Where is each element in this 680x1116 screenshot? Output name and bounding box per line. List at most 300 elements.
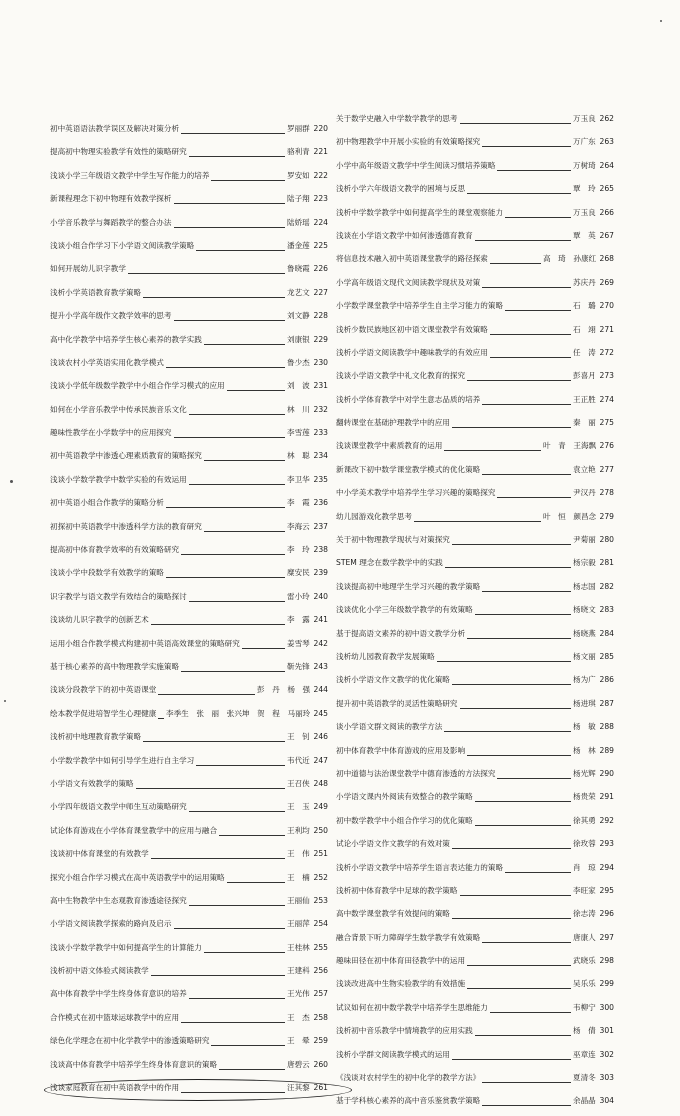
toc-entry — [336, 999, 614, 1022]
toc-entry-title: 浅谈小学数学教学中数学实验的有效运用 — [50, 474, 187, 484]
toc-entry-title: 提升初中英语教学的灵活性策略研究 — [336, 698, 458, 708]
toc-entry-title: 浅谈幼儿识字教学的创新艺术 — [50, 615, 149, 625]
toc-entry — [336, 929, 614, 952]
toc-entry-page: 244 — [313, 685, 328, 695]
toc-entry — [336, 437, 614, 460]
toc-entry-page: 240 — [313, 591, 328, 601]
toc-entry — [336, 297, 614, 320]
toc-entry-page: 220 — [313, 124, 328, 133]
toc-entry — [50, 822, 328, 845]
toc-entry-page: 282 — [599, 581, 614, 591]
toc-entry — [50, 588, 328, 611]
toc-right-column — [336, 110, 614, 1116]
toc-entry — [336, 367, 614, 390]
toc-entry — [50, 494, 328, 517]
toc-entry-leader-line — [460, 123, 571, 124]
toc-entry-author: 吴乐乐 — [573, 979, 596, 989]
toc-entry — [50, 354, 328, 377]
toc-entry-page: 222 — [313, 170, 328, 180]
toc-entry-page: 269 — [599, 277, 614, 287]
toc-entry-page: 266 — [599, 207, 614, 217]
toc-entry — [50, 541, 328, 564]
toc-entry — [336, 625, 614, 648]
toc-entry-page: 297 — [599, 932, 614, 942]
toc-entry-author: 尹菊丽 — [573, 535, 596, 545]
toc-entry-leader-line — [166, 367, 285, 368]
toc-entry-title: 试论体育游戏在小学体育课堂教学中的应用与融合 — [50, 825, 218, 835]
toc-entry-title: 融合背景下听力障碍学生数学教学有效策略 — [336, 932, 481, 942]
toc-entry-leader-line — [475, 240, 571, 241]
toc-entry-page: 296 — [599, 909, 614, 919]
toc-entry-author: 李 玲 — [287, 545, 310, 555]
toc-entry-author: 杨 林 — [573, 745, 596, 755]
toc-entry-page: 224 — [313, 217, 328, 227]
toc-entry — [336, 578, 614, 601]
toc-entry — [336, 765, 614, 788]
toc-entry-leader-line — [174, 227, 285, 228]
toc-entry-title: 翻转课堂在基础护理教学中的应用 — [336, 418, 450, 428]
toc-entry-author: 杨宗毅 — [573, 558, 596, 568]
toc-entry-title: 浅谈小学低年级数学教学中小组合作学习模式的应用 — [50, 381, 225, 391]
toc-entry-page: 262 — [599, 114, 614, 123]
toc-entry-title: 高中数学课堂教学有效提问的策略 — [336, 909, 450, 919]
toc-entry-leader-line — [467, 965, 571, 966]
toc-entry-leader-line — [482, 404, 571, 405]
toc-entry-author: 杨志国 — [573, 581, 596, 591]
toc-entry-title: 提升小学高年级作文教学效率的思考 — [50, 311, 172, 321]
toc-entry-leader-line — [482, 287, 571, 288]
toc-entry-page: 248 — [313, 778, 328, 788]
toc-entry-author: 徐其勇 — [573, 815, 596, 825]
toc-entry-title: 浅谈提高初中地理学生学习兴趣的教学策略 — [336, 581, 481, 591]
toc-entry-author: 王 楠 — [287, 872, 310, 882]
toc-entry-page: 300 — [599, 1002, 614, 1012]
toc-entry-title: 高中体育教学中学生终身体育意识的培养 — [50, 989, 187, 999]
toc-entry — [50, 658, 328, 681]
toc-entry-title: 初中数学教学中小组合作学习的优化策略 — [336, 815, 473, 825]
toc-entry-leader-line — [482, 942, 571, 943]
toc-entry-title: 高中化学教学中培养学生核心素养的教学实践 — [50, 334, 202, 344]
toc-entry-leader-line — [467, 638, 571, 639]
toc-entry-author: 杨进琪 — [573, 698, 596, 708]
toc-entry — [50, 424, 328, 447]
toc-entry — [336, 952, 614, 975]
toc-entry-title: 初中物理教学中开展小实验的有效策略探究 — [336, 137, 481, 147]
toc-entry-title: STEM 理念在数学教学中的实践 — [336, 558, 443, 568]
toc-entry-author: 刘 波 — [287, 381, 310, 391]
toc-entry-leader-line — [174, 203, 285, 204]
toc-entry-leader-line — [497, 497, 571, 498]
toc-entry — [50, 143, 328, 166]
toc-entry-author: 万玉良 — [573, 114, 596, 123]
toc-entry-author: 王建科 — [287, 966, 310, 976]
toc-entry-author: 秦 丽 — [573, 418, 596, 428]
toc-entry — [336, 250, 614, 273]
toc-entry-leader-line — [467, 988, 571, 989]
toc-entry-page: 281 — [599, 558, 614, 568]
toc-entry-leader-line — [204, 344, 285, 345]
toc-entry-title: 浅析少数民族地区初中语文课堂教学有效策略 — [336, 324, 488, 334]
toc-entry-page: 236 — [313, 498, 328, 508]
toc-entry — [336, 133, 614, 156]
toc-entry-page: 272 — [599, 347, 614, 357]
toc-entry-leader-line — [219, 835, 285, 836]
toc-entry-leader-line — [227, 882, 285, 883]
toc-entry-page: 286 — [599, 675, 614, 685]
toc-entry-page: 229 — [313, 334, 328, 344]
toc-entry-page: 228 — [313, 311, 328, 321]
toc-entry-title: 浅析初中语文体验式阅读教学 — [50, 966, 149, 976]
toc-entry-page: 221 — [313, 147, 328, 157]
toc-entry-page: 231 — [313, 381, 328, 391]
toc-entry-leader-line — [189, 905, 285, 906]
toc-entry-title: 绘本教学促进培智学生心理健康 — [50, 708, 157, 718]
toc-entry-author: 王桂林 — [287, 942, 310, 952]
toc-entry-leader-line — [151, 975, 285, 976]
toc-entry-title: 新课程理念下初中物理有效教学探析 — [50, 194, 172, 204]
toc-entry-title: 如何开展幼儿识字教学 — [50, 264, 126, 274]
toc-entry-leader-line — [189, 414, 285, 415]
toc-entry — [336, 391, 614, 414]
toc-entry-page: 253 — [313, 895, 328, 905]
toc-entry-page: 232 — [313, 404, 328, 414]
toc-entry-title: 初中英语语法教学误区及解决对策分析 — [50, 124, 180, 133]
toc-entry-leader-line — [196, 765, 285, 766]
toc-entry-page: 249 — [313, 802, 328, 812]
toc-entry-page: 230 — [313, 357, 328, 367]
toc-entry — [336, 905, 614, 928]
toc-entry-leader-line — [505, 217, 571, 218]
toc-entry-author: 王利均 — [287, 825, 310, 835]
toc-entry-author: 杨光辉 — [573, 768, 596, 778]
toc-entry-page: 226 — [313, 264, 328, 274]
toc-entry-title: 浅谈分段教学下的初中英语课堂 — [50, 685, 157, 695]
toc-entry-page: 247 — [313, 755, 328, 765]
toc-entry — [50, 120, 328, 143]
toc-entry-author: 唐碧云 — [287, 1059, 310, 1069]
toc-entry-title: 合作模式在初中篮球运球教学中的应用 — [50, 1012, 180, 1022]
toc-entry — [336, 859, 614, 882]
toc-entry-page: 304 — [599, 1096, 614, 1106]
toc-entry-title: 浅谈小学数学教学中如何提高学生的计算能力 — [50, 942, 202, 952]
toc-entry-page: 252 — [313, 872, 328, 882]
toc-entry-title: 幼儿园游戏化教学思考 — [336, 511, 412, 521]
toc-entry-leader-line — [242, 648, 285, 649]
toc-entry-title: 基于学科核心素养的高中音乐鉴赏教学策略 — [336, 1096, 481, 1106]
toc-entry-page: 237 — [313, 521, 328, 531]
toc-entry-leader-line — [467, 755, 571, 756]
toc-entry-author: 苏庆丹 — [573, 277, 596, 287]
toc-entry-author: 杨 倩 — [573, 1026, 596, 1036]
toc-entry — [336, 695, 614, 718]
toc-entry-author: 肖 琼 — [573, 862, 596, 872]
toc-entry-author: 巫章连 — [573, 1049, 596, 1059]
toc-entry-title: 浅析小学语文作文教学的优化策略 — [336, 675, 450, 685]
toc-entry — [336, 321, 614, 344]
toc-entry — [336, 110, 614, 133]
toc-entry-leader-line — [497, 170, 571, 171]
toc-entry — [50, 985, 328, 1008]
toc-entry-author: 王 晕 — [287, 1036, 310, 1046]
toc-entry — [336, 601, 614, 624]
toc-entry-author: 姜雪琴 — [287, 638, 310, 648]
toc-entry-page: 223 — [313, 194, 328, 204]
toc-entry-page: 301 — [599, 1026, 614, 1036]
toc-entry-page: 294 — [599, 862, 614, 872]
toc-entry-author: 王 玉 — [287, 802, 310, 812]
toc-entry-page: 259 — [313, 1036, 328, 1046]
toc-entry-page: 285 — [599, 651, 614, 661]
toc-entry-page: 258 — [313, 1012, 328, 1022]
toc-entry — [336, 180, 614, 203]
toc-entry-page: 257 — [313, 989, 328, 999]
toc-entry-leader-line — [189, 156, 285, 157]
toc-entry-title: 中小学美术教学中培养学生学习兴趣的策略探究 — [336, 488, 496, 498]
toc-entry-title: 浅谈初中体育课堂的有效教学 — [50, 849, 149, 859]
toc-entry — [336, 484, 614, 507]
toc-entry-leader-line — [189, 484, 285, 485]
toc-entry-page: 241 — [313, 615, 328, 625]
toc-entry-leader-line — [143, 297, 285, 298]
toc-entry-page: 245 — [313, 708, 328, 718]
toc-entry-page: 225 — [313, 240, 328, 250]
toc-entry-title: 小学语文有效教学的策略 — [50, 778, 134, 788]
toc-entry-leader-line — [475, 1035, 571, 1036]
toc-entry-page: 239 — [313, 568, 328, 578]
toc-entry-title: 浅析初中地理教育教学策略 — [50, 732, 142, 742]
toc-entry-author: 万广东 — [573, 137, 596, 147]
toc-entry-title: 趣味性教学在小学数学中的应用探究 — [50, 428, 172, 438]
toc-entry-page: 298 — [599, 956, 614, 966]
toc-entry-title: 浅析幼儿园教育教学发展策略 — [336, 651, 435, 661]
toc-entry-page: 271 — [599, 324, 614, 334]
toc-entry-leader-line — [437, 661, 571, 662]
toc-entry-leader-line — [444, 450, 541, 451]
toc-entry-leader-line — [490, 263, 541, 264]
toc-entry-author: 任 涛 — [573, 347, 596, 357]
toc-entry-author: 李 露 — [287, 615, 310, 625]
toc-entry-author: 唐康人 — [573, 932, 596, 942]
toc-entry-leader-line — [174, 437, 285, 438]
toc-entry — [336, 1046, 614, 1069]
toc-entry-title: 小学数学教学中如何引导学生进行自主学习 — [50, 755, 195, 765]
toc-entry-leader-line — [204, 460, 285, 461]
toc-entry-page: 275 — [599, 418, 614, 428]
toc-entry — [50, 915, 328, 938]
toc-entry-page: 256 — [313, 966, 328, 976]
toc-entry — [50, 307, 328, 330]
toc-entry-title: 浅析小学英语教育教学策略 — [50, 287, 142, 297]
toc-entry — [50, 564, 328, 587]
toc-entry-title: 浅析初中音乐教学中情境教学的应用实践 — [336, 1026, 473, 1036]
toc-entry-author: 糜安民 — [287, 568, 310, 578]
toc-entry-author: 武晓乐 — [573, 956, 596, 966]
toc-entry-title: 谈小学语文群文阅读的教学方法 — [336, 722, 443, 732]
toc-entry — [50, 447, 328, 470]
toc-entry-title: 小学音乐教学与舞蹈教学的整合办法 — [50, 217, 172, 227]
toc-entry-leader-line — [460, 708, 571, 709]
toc-entry — [50, 331, 328, 354]
toc-entry-author: 杨晓燕 — [573, 628, 596, 638]
toc-entry — [50, 377, 328, 400]
toc-entry — [50, 728, 328, 751]
toc-entry-leader-line — [482, 591, 571, 592]
toc-entry-page: 250 — [313, 825, 328, 835]
toc-entry-author: 徐志涛 — [573, 909, 596, 919]
toc-entry-page: 261 — [313, 1083, 328, 1093]
toc-entry-leader-line — [211, 1045, 285, 1046]
toc-entry-title: 浅析小学六年级语文教学的困境与反思 — [336, 184, 466, 194]
toc-entry — [336, 835, 614, 858]
toc-entry-page: 267 — [599, 230, 614, 240]
toc-entry-page: 289 — [599, 745, 614, 755]
toc-entry-author: 鲁晓霞 — [287, 264, 310, 274]
toc-entry-leader-line — [181, 1022, 285, 1023]
toc-entry — [50, 401, 328, 424]
toc-entry-author: 汪其黎 — [287, 1083, 310, 1093]
toc-entry-leader-line — [467, 380, 571, 381]
toc-entry-leader-line — [181, 671, 285, 672]
toc-entry-author: 李 霞 — [287, 498, 310, 508]
toc-entry — [336, 508, 614, 531]
toc-entry-leader-line — [158, 694, 255, 695]
toc-entry-title: 浅谈改进高中生物实验教学的有效措施 — [336, 979, 466, 989]
toc-left-column — [50, 120, 328, 1102]
toc-entry — [336, 204, 614, 227]
toc-entry — [336, 648, 614, 671]
toc-entry-leader-line — [174, 928, 285, 929]
toc-entry-leader-line — [414, 521, 541, 522]
toc-entry-title: 关于初中物理教学现状与对策探究 — [336, 535, 450, 545]
toc-entry-author: 韦柳宁 — [573, 1002, 596, 1012]
toc-entry-author: 罗安如 — [287, 170, 310, 180]
toc-entry — [50, 635, 328, 658]
toc-entry — [50, 611, 328, 634]
toc-entry-author: 袁立艳 — [573, 464, 596, 474]
toc-entry-title: 试论小学语文作文教学的有效对策 — [336, 839, 450, 849]
toc-entry-leader-line — [482, 474, 571, 475]
toc-entry-author: 雷小玲 — [287, 591, 310, 601]
scan-speck — [4, 700, 6, 702]
toc-entry-page: 268 — [599, 254, 614, 264]
toc-entry-leader-line — [452, 848, 571, 849]
toc-entry-title: 高中生物教学中生态观教育渗透途径探究 — [50, 895, 187, 905]
toc-entry-author: 韦代近 — [287, 755, 310, 765]
toc-entry-leader-line — [452, 427, 571, 428]
toc-entry — [50, 705, 328, 728]
toc-entry-title: 探究小组合作学习模式在高中英语教学中的运用策略 — [50, 872, 225, 882]
toc-entry-title: 浅谈家庭教育在初中英语教学中的作用 — [50, 1083, 180, 1093]
toc-entry-leader-line — [166, 577, 285, 578]
toc-entry-leader-line — [166, 507, 285, 508]
toc-entry-author: 万树琦 — [573, 160, 596, 170]
toc-entry-title: 将信息技术融入初中英语课堂教学的路径探索 — [336, 254, 488, 264]
toc-entry-page: 295 — [599, 885, 614, 895]
toc-entry — [50, 1009, 328, 1032]
toc-entry — [50, 1032, 328, 1055]
toc-entry — [50, 471, 328, 494]
toc-entry-author: 万玉良 — [573, 207, 596, 217]
toc-entry-author: 李雪莲 — [287, 428, 310, 438]
toc-entry-leader-line — [189, 811, 285, 812]
toc-entry-leader-line — [475, 801, 571, 802]
toc-entry-leader-line — [189, 601, 285, 602]
toc-entry-page: 246 — [313, 732, 328, 742]
toc-entry-author: 龙艺文 — [287, 287, 310, 297]
toc-entry-leader-line — [211, 180, 285, 181]
toc-entry — [50, 869, 328, 892]
toc-entry-page: 276 — [599, 441, 614, 451]
toc-entry-author: 鲁少杰 — [287, 357, 310, 367]
toc-entry — [336, 975, 614, 998]
toc-entry-author: 杨贵荣 — [573, 792, 596, 802]
toc-entry-leader-line — [128, 273, 285, 274]
toc-entry — [50, 845, 328, 868]
toc-entry-leader-line — [181, 133, 285, 134]
toc-entry-title: 浅谈高中体育教学中培养学生终身体育意识的策略 — [50, 1059, 218, 1069]
toc-entry-leader-line — [482, 1105, 571, 1106]
toc-entry-leader-line — [136, 788, 285, 789]
toc-entry-leader-line — [505, 310, 571, 311]
toc-entry-page: 242 — [313, 638, 328, 648]
toc-entry-author: 彭喜月 — [573, 371, 596, 381]
toc-entry-author: 杨文丽 — [573, 651, 596, 661]
toc-entry-author: 杨 敏 — [573, 722, 596, 732]
toc-entry-page: 274 — [599, 394, 614, 404]
toc-entry-title: 浅析小学语文阅读教学中趣味教学的有效应用 — [336, 347, 488, 357]
toc-entry-page: 273 — [599, 371, 614, 381]
toc-entry-author: 石 翊 — [573, 324, 596, 334]
toc-entry-page: 265 — [599, 184, 614, 194]
toc-entry-author: 林 聪 — [287, 451, 310, 461]
toc-entry — [50, 962, 328, 985]
toc-entry-author: 王丽萍 — [287, 919, 310, 929]
toc-entry-title: 识字教学与语文教学有效结合的策略探讨 — [50, 591, 187, 601]
toc-entry-author: 杨为广 — [573, 675, 596, 685]
toc-entry-title: 《浅谈对农村学生的初中化学的教学方法》 — [336, 1073, 481, 1083]
toc-entry-leader-line — [204, 531, 285, 532]
toc-entry-leader-line — [505, 872, 571, 873]
toc-entry-leader-line — [475, 614, 571, 615]
toc-entry — [336, 344, 614, 367]
toc-entry-leader-line — [189, 998, 285, 999]
toc-entry-page: 227 — [313, 287, 328, 297]
toc-entry — [336, 274, 614, 297]
toc-entry-leader-line — [445, 567, 571, 568]
toc-entry-title: 基于核心素养的高中物理教学实施策略 — [50, 661, 180, 671]
toc-entry-leader-line — [151, 624, 285, 625]
toc-entry-title: 小学高年级语文现代文阅读教学现状及对策 — [336, 277, 481, 287]
toc-entry-title: 浅谈优化小学三年级数学教学的有效策略 — [336, 605, 473, 615]
toc-entry — [50, 214, 328, 237]
toc-entry-page: 260 — [313, 1059, 328, 1069]
toc-entry-page: 293 — [599, 839, 614, 849]
toc-entry-author: 刘康银 — [287, 334, 310, 344]
toc-entry-title: 浅析初中体育教学中足球的教学策略 — [336, 885, 458, 895]
scan-speck — [10, 480, 13, 483]
toc-entry-author: 刘文静 — [287, 311, 310, 321]
toc-entry-title: 提高初中体育教学效率的有效策略研究 — [50, 545, 180, 555]
toc-entry-author: 王正胜 — [573, 394, 596, 404]
toc-entry — [336, 227, 614, 250]
toc-entry-page: 287 — [599, 698, 614, 708]
toc-entry-title: 浅谈小组合作学习下小学语文阅读教学策略 — [50, 240, 195, 250]
toc-entry-author: 杨晓文 — [573, 605, 596, 615]
toc-entry-leader-line — [151, 858, 285, 859]
toc-entry-page: 255 — [313, 942, 328, 952]
toc-entry-page: 292 — [599, 815, 614, 825]
toc-entry-title: 初中道德与法治课堂教学中德育渗透的方法探究 — [336, 768, 496, 778]
